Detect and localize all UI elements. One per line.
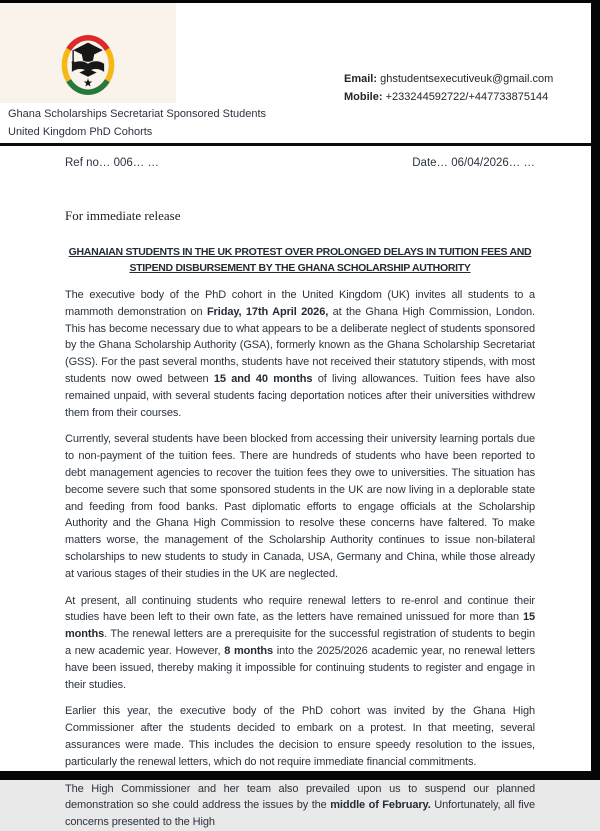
paragraph-1: The executive body of the PhD cohort in the United Kingdom (UK) invites all students to a mammoth demonstration on Friday, 17th April 2026, at the Ghana High Commission, London. This has become necessary due to what appears to be a deliberate neglect of students sponsored by the Ghana Scholarship Authority (GSA), formerly known as the Ghana Scholarship Secretariat (GSS). For the past several months, students have not received their statutory stipends, with most students now owed between 15 and 40 months of living allowances. Tuition fees have also remained unpaid, with several students facing deportation notices after their universities withdrew them from their courses. <box>65 289 535 419</box>
mobile-label: Mobile: <box>344 90 383 103</box>
reference-date-row <box>65 157 535 169</box>
paragraph-2: Currently, several students have been blocked from accessing their university learning portals due to non-payment of the tuition fees. There are hundreds of students who have been reported to debt management agencies to recover the tuition fees they owe to universities. The situation has become severe such that some sponsored students in the UK are now living in a deplorable state and feeding from food banks. Past diplomatic efforts to engage officials at the Scholarship Authority and the Ghana High Commission to resolve these concerns have faltered. To make matters worse, the management of the Scholarship Authority continues to issue non-bilateral scholarships to new students to study in Canada, USA, Germany and China, while those already at various stages of their studies in the UK are neglected. <box>65 433 535 580</box>
email-label: Email: <box>344 73 378 85</box>
page-border-bottom <box>0 771 600 780</box>
release-line: For immediate release <box>65 208 181 223</box>
org-line-1: Ghana Scholarships Secretariat Sponsored Students <box>8 108 267 120</box>
email-value: ghstudentsexecutiveuk@gmail.com <box>380 73 554 85</box>
mobile-row <box>344 89 553 107</box>
graduation-cap-book-star-logo-icon <box>57 26 119 104</box>
email-row <box>344 71 553 89</box>
contact-block <box>344 71 553 106</box>
logo-panel <box>0 3 176 103</box>
page-border-top <box>0 0 600 3</box>
ref-number: Ref no… 006… … <box>65 157 159 169</box>
header-divider <box>0 143 600 146</box>
letter-date: Date… 06/04/2026… … <box>412 157 535 169</box>
paragraph-4: Earlier this year, the executive body of the PhD cohort was invited by the Ghana High Commissioner after the students decided to embark on a protest. In that meeting, several assurances were made. This includes the decision to ensure speedy resolution to the issues, particularly the renewal letters, which do not require immediate financial commitments. <box>65 705 535 768</box>
paragraph-3: At present, all continuing students who require renewal letters to re-enrol and continue their studies have been left to their own fate, as the letters have remained unissued for more than 15 months. The renewal letters are a prerequisite for the successful registration of students to begin a new academic year. However, 8 months into the 2025/2026 academic year, no renewal letters have been issued, thereby making it impossible for continuing students to register and engage in their studies. <box>65 594 536 691</box>
letter-body <box>65 200 535 831</box>
paragraph-5: The High Commissioner and her team also prevailed upon us to suspend our planned demonstration so she could address the issues by the middle of February. Unfortunately, all five concerns presented to the High <box>65 782 535 829</box>
org-line-2: United Kingdom PhD Cohorts <box>8 126 153 138</box>
mobile-value: +233244592722/+447733875144 <box>385 90 549 103</box>
page-border-right <box>591 0 600 780</box>
organization-name <box>8 105 266 141</box>
headline: GHANAIAN STUDENTS IN THE UK PROTEST OVER PROLONGED DELAYS IN TUITION FEES AND STIPEND DISBURSEMENT BY THE GHANA SCHOLARSHIP AUTHORITY <box>68 246 532 274</box>
